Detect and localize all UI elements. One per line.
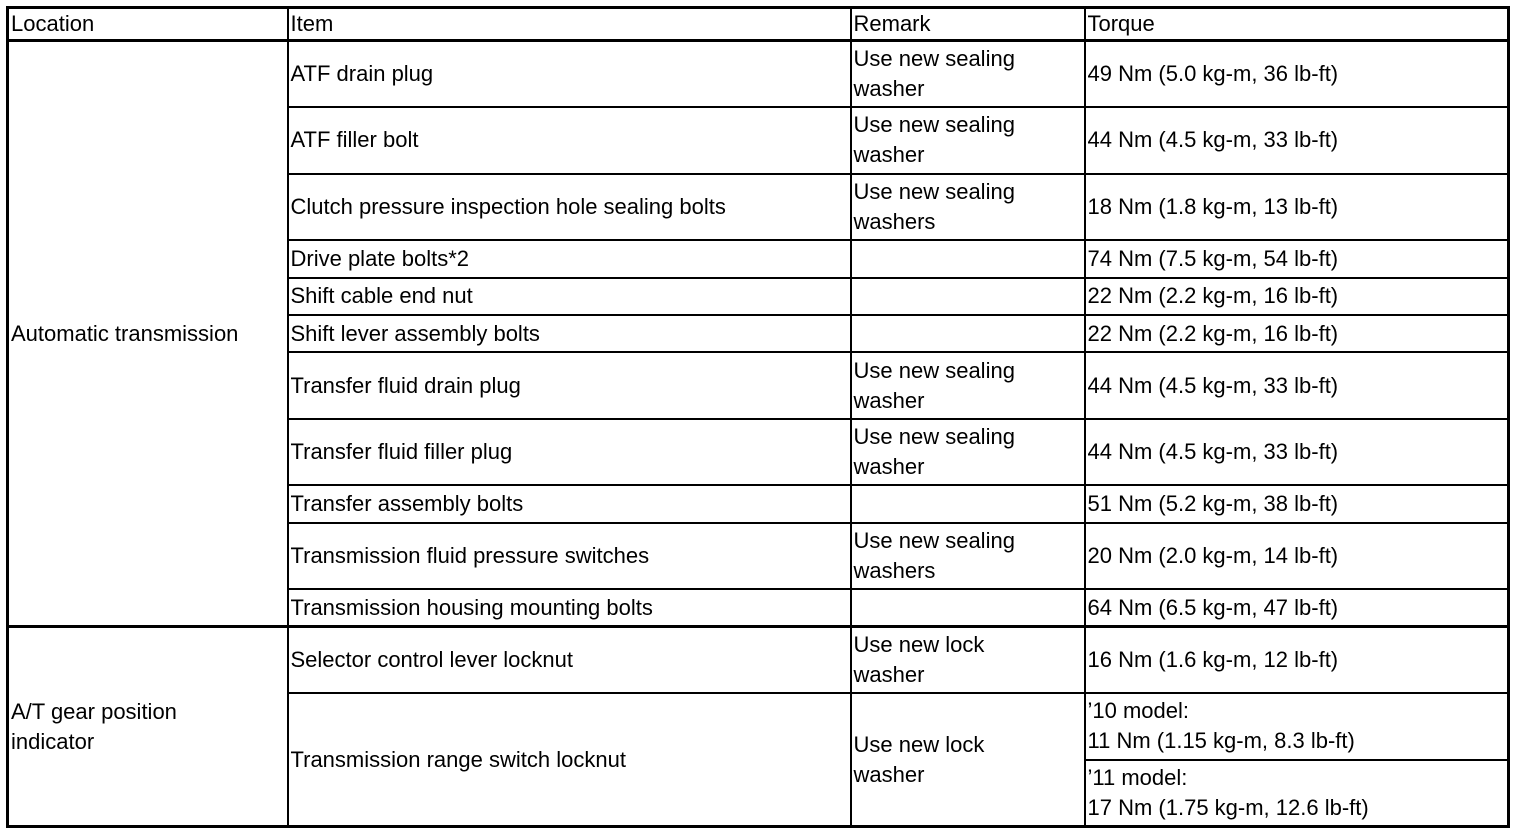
remark-line: washer — [853, 76, 925, 102]
remark-line: Use new sealing — [853, 424, 1015, 450]
item-cell: ATF filler bolt — [288, 107, 851, 174]
table-row — [8, 627, 1509, 694]
header-item: Item — [288, 8, 851, 41]
item-cell: Shift lever assembly bolts — [288, 315, 851, 352]
torque-cell: 74 Nm (7.5 kg-m, 54 lb-ft) — [1085, 240, 1509, 277]
item-cell: Clutch pressure inspection hole sealing bolts — [288, 174, 851, 241]
torque-cell: 44 Nm (4.5 kg-m, 33 lb-ft) — [1085, 352, 1509, 419]
remark-cell — [851, 627, 1085, 694]
header-torque: Torque — [1085, 8, 1509, 41]
torque-model-label: ’11 model: — [1087, 764, 1188, 790]
remark-line: washers — [853, 557, 936, 583]
item-cell: Transfer fluid drain plug — [288, 352, 851, 419]
remark-line: washer — [853, 761, 925, 787]
torque-cell: 22 Nm (2.2 kg-m, 16 lb-ft) — [1085, 315, 1509, 352]
remark-cell — [851, 589, 1085, 626]
item-cell: ATF drain plug — [288, 41, 851, 108]
torque-cell: 49 Nm (5.0 kg-m, 36 lb-ft) — [1085, 41, 1509, 108]
location-line: A/T gear position — [11, 698, 177, 724]
header-location: Location — [8, 8, 288, 41]
header-remark: Remark — [851, 8, 1085, 41]
table-header-row — [8, 8, 1509, 41]
remark-line: Use new sealing — [853, 46, 1015, 72]
torque-cell-model-10 — [1085, 693, 1509, 760]
remark-cell — [851, 107, 1085, 174]
torque-cell: 20 Nm (2.0 kg-m, 14 lb-ft) — [1085, 523, 1509, 590]
torque-model-value: 11 Nm (1.15 kg-m, 8.3 lb-ft) — [1087, 728, 1355, 754]
location-cell-automatic-transmission: Automatic transmission — [8, 41, 288, 627]
item-cell: Transmission fluid pressure switches — [288, 523, 851, 590]
location-cell-at-gear-position-indicator — [8, 627, 288, 827]
torque-cell: 22 Nm (2.2 kg-m, 16 lb-ft) — [1085, 278, 1509, 315]
location-line: indicator — [11, 728, 95, 754]
remark-cell — [851, 174, 1085, 241]
item-cell: Transmission range switch locknut — [288, 693, 851, 826]
remark-line: Use new lock — [853, 632, 985, 658]
remark-cell — [851, 485, 1085, 522]
torque-cell: 44 Nm (4.5 kg-m, 33 lb-ft) — [1085, 419, 1509, 486]
torque-cell: 18 Nm (1.8 kg-m, 13 lb-ft) — [1085, 174, 1509, 241]
torque-model-label: ’10 model: — [1087, 698, 1190, 724]
remark-line: washers — [853, 208, 936, 234]
remark-cell — [851, 240, 1085, 277]
remark-cell — [851, 523, 1085, 590]
table-row — [8, 41, 1509, 108]
torque-cell: 64 Nm (6.5 kg-m, 47 lb-ft) — [1085, 589, 1509, 626]
torque-cell: 44 Nm (4.5 kg-m, 33 lb-ft) — [1085, 107, 1509, 174]
torque-cell: 51 Nm (5.2 kg-m, 38 lb-ft) — [1085, 485, 1509, 522]
remark-line: Use new sealing — [853, 178, 1015, 204]
remark-line: Use new sealing — [853, 357, 1015, 383]
item-cell: Transmission housing mounting bolts — [288, 589, 851, 626]
remark-cell — [851, 352, 1085, 419]
item-cell: Transfer fluid filler plug — [288, 419, 851, 486]
remark-line: washer — [853, 142, 925, 168]
remark-cell — [851, 693, 1085, 826]
item-cell: Selector control lever locknut — [288, 627, 851, 694]
item-cell: Shift cable end nut — [288, 278, 851, 315]
item-cell: Drive plate bolts*2 — [288, 240, 851, 277]
torque-model-value: 17 Nm (1.75 kg-m, 12.6 lb-ft) — [1087, 794, 1369, 820]
remark-line: Use new sealing — [853, 112, 1015, 138]
remark-line: Use new sealing — [853, 527, 1015, 553]
remark-cell — [851, 419, 1085, 486]
remark-line: Use new lock — [853, 731, 985, 757]
remark-line: washer — [853, 387, 925, 413]
remark-line: washer — [853, 662, 925, 688]
torque-cell-model-11 — [1085, 760, 1509, 827]
torque-specification-table — [6, 6, 1510, 828]
remark-cell — [851, 315, 1085, 352]
torque-cell: 16 Nm (1.6 kg-m, 12 lb-ft) — [1085, 627, 1509, 694]
item-cell: Transfer assembly bolts — [288, 485, 851, 522]
remark-cell — [851, 41, 1085, 108]
remark-line: washer — [853, 454, 925, 480]
remark-cell — [851, 278, 1085, 315]
